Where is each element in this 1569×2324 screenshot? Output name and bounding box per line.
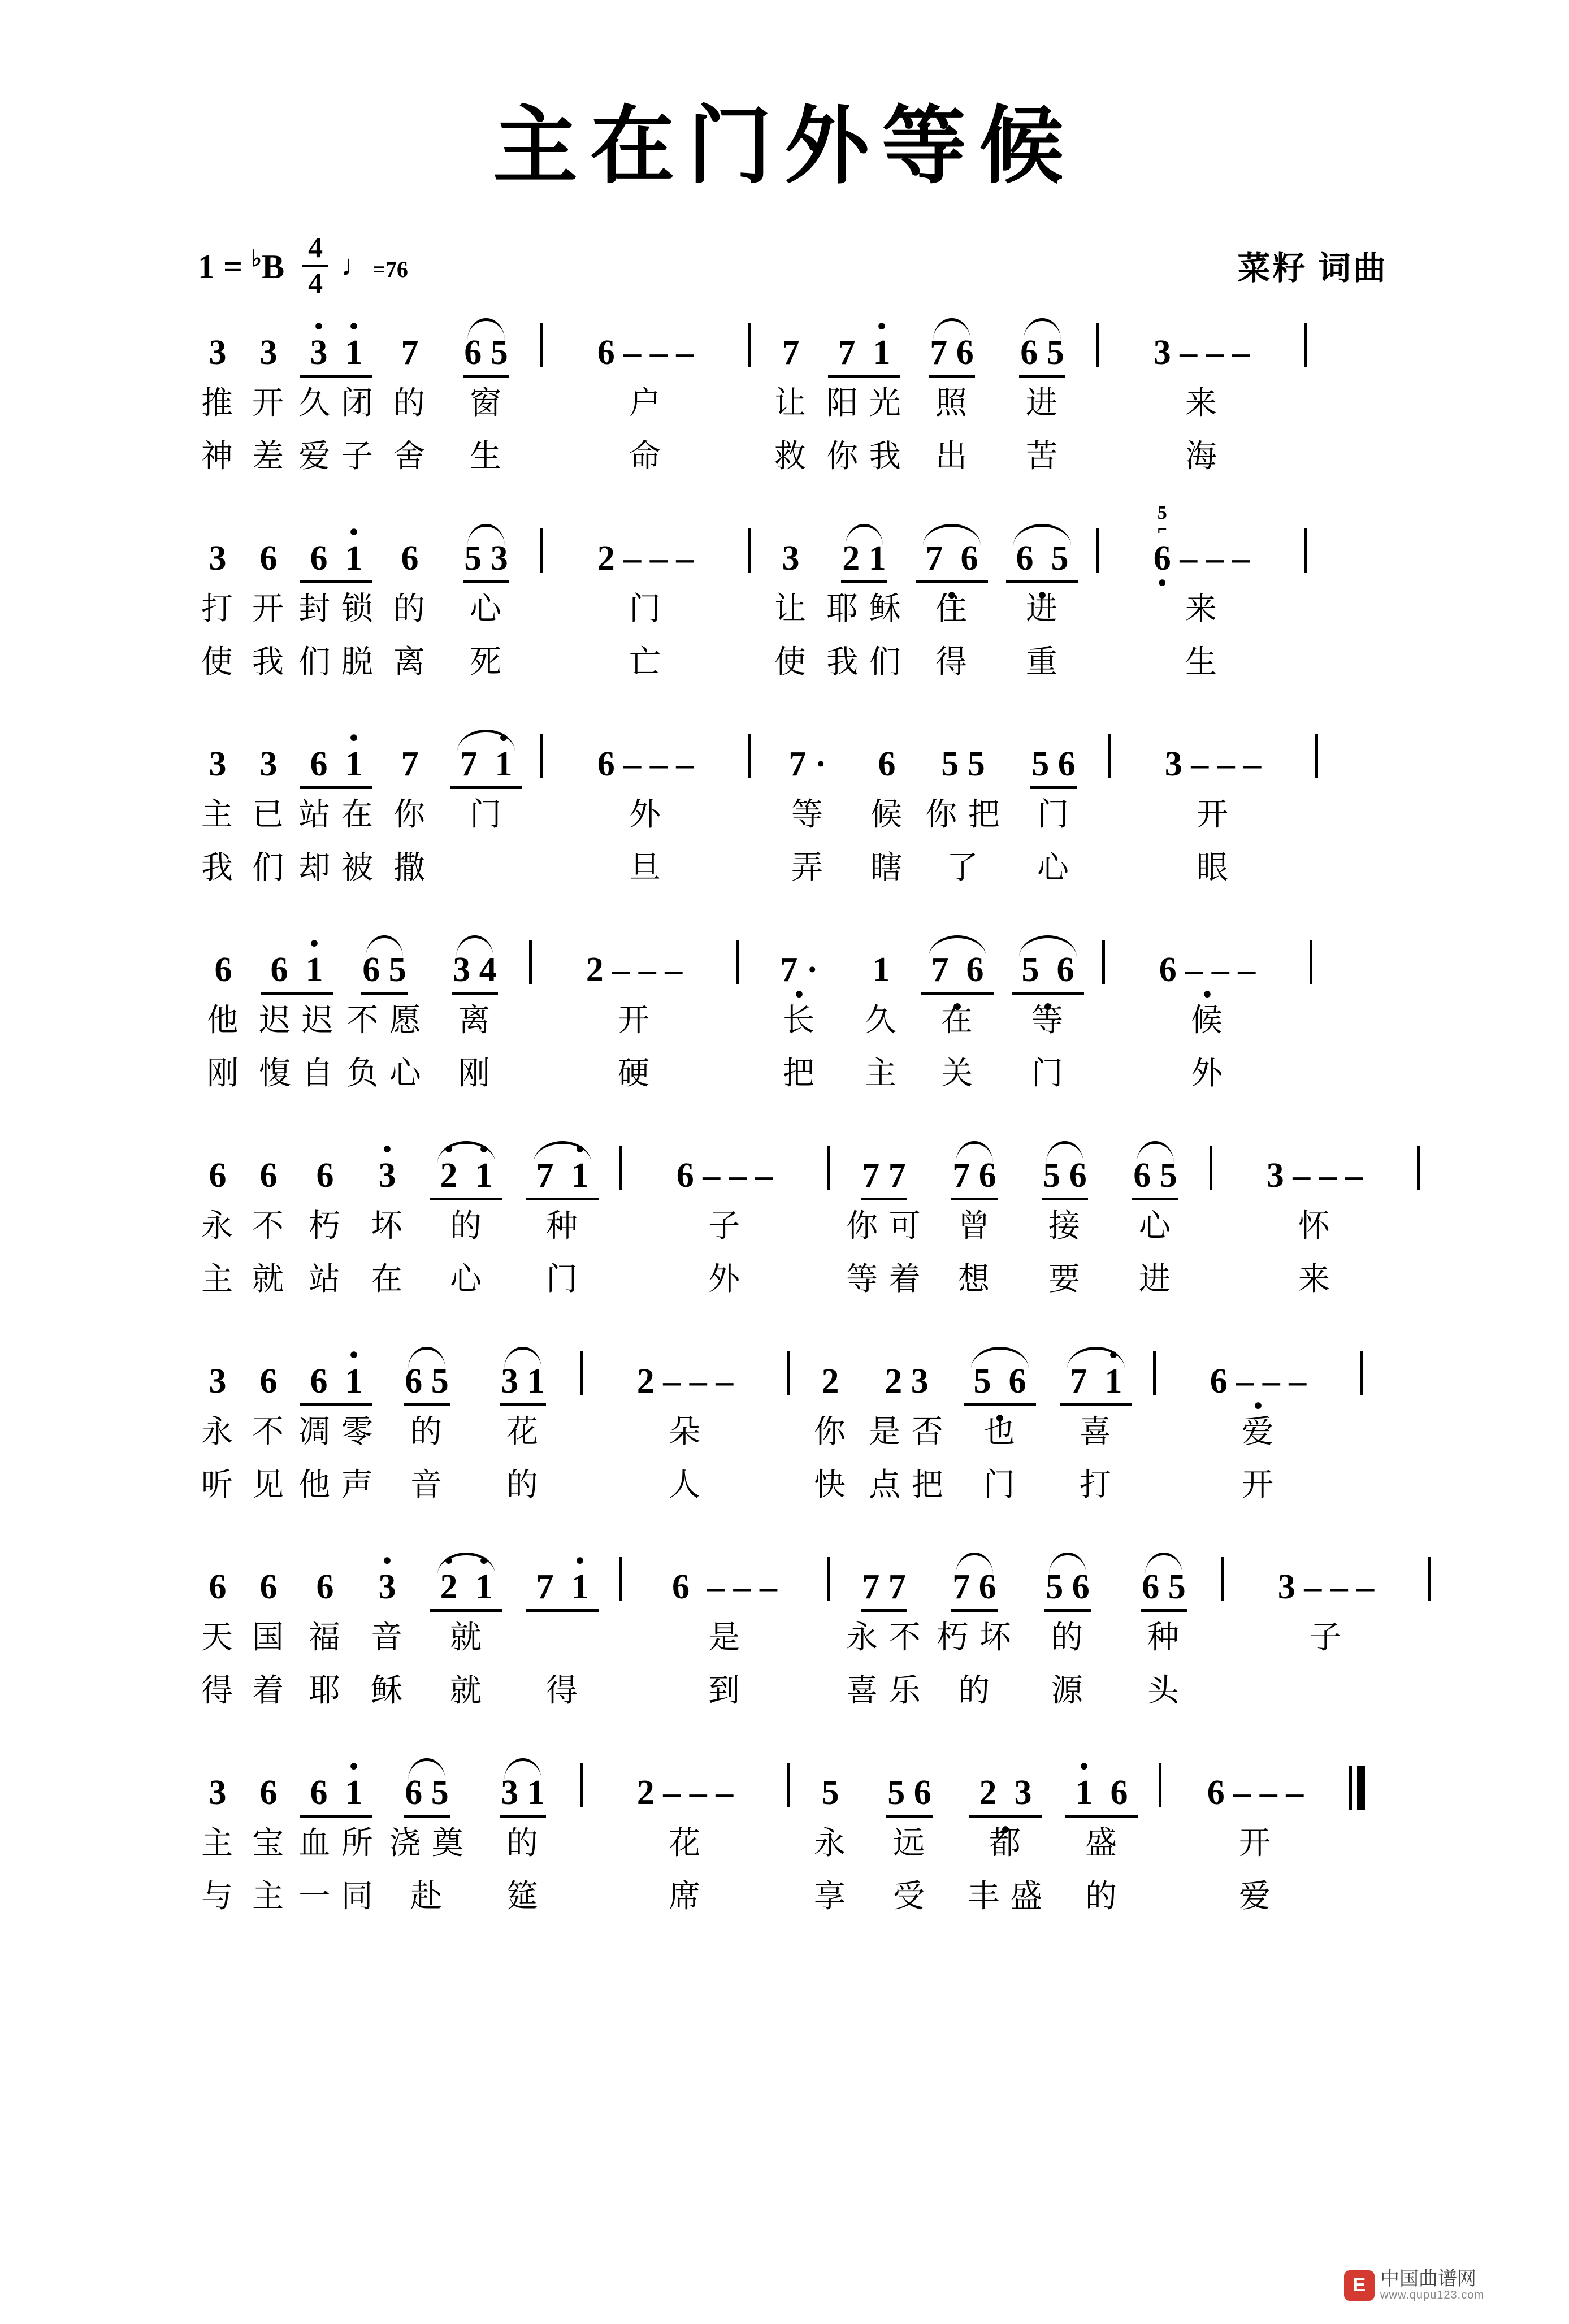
composer-credit: 菜籽 词曲 [1237,250,1388,287]
notation-row: 3 6 6 · 1 6 5 3 1 2 – – – 2 2 3 5 · 6 · 7 · 1 6 · – – – [107,1336,1462,1399]
key-and-tempo [198,232,408,300]
lyrics-verse-2: 听 见 他 声 音 的 人 快 点 把 门 打 开 [201,1467,1275,1502]
lyrics-verse-2: 刚 愎 自 负 心 刚 硬 把 主 关 门 外 [207,1055,1224,1091]
system-2 [107,502,1462,682]
lyrics-verse-2: 神 差 爱 子 舍 生 命 救 你 我 出 苦 海 [201,438,1218,474]
final-barline [1349,1766,1365,1810]
score-page [0,100,1569,2324]
system-8 [107,1737,1462,1917]
page-title: 主在门外等候 [492,100,1076,194]
ornament-5: 5 ⌐ [1157,502,1167,539]
system-3 [107,708,1462,888]
lyrics-verse-2: 我 们 却 被 撒 旦 弄 瞎 了 心 眼 [201,849,1229,885]
notation-row: 3 3 · 3 · 1 7 6 5 6 – – – 7 7 · 1 7 6 6 5 3 – – – [107,307,1462,370]
time-signature: 4 4 [302,235,328,297]
logo-text-group [1380,2269,1484,2301]
lyrics-verse-2: 得 着 耶 稣 就 得 到 喜 乐 的 源 头 [201,1672,1180,1708]
site-watermark [1344,2269,1484,2301]
system-5 [107,1120,1462,1299]
logo-text: 中国曲谱网 [1380,2268,1477,2290]
lyrics-verse-1: 推 开 久 闭 的 窗 户 让 阳 光 照 进 来 [201,385,1218,420]
system-4 [107,914,1462,1094]
lyrics-verse-2: 使 我 们 脱 离 死 亡 使 我 们 得 重 生 [201,644,1218,679]
notation-row: 6 6 6 · 3 · 2 · 1 7 · 1 6 – – – 7 7 7 6 5 6 6 5 3 – – – [107,1130,1462,1193]
notation-row: 6 6 6 · 3 · 2 · 1 7 · 1 6 – – – 7 7 7 6 5 6 6 5 3 – – – [107,1541,1462,1605]
system-1 [107,297,1462,476]
notation-row: 3 6 6 · 1 6 5 3 2 – – – 3 2 1 7 · 6 · 6 · 5 · 5 ⌐ 6 · – – – [107,513,1462,576]
notation-row: 3 3 6 · 1 7 7 · 1 6 – – – 7 · 6 5 5 5 6 3 – – – [107,718,1462,782]
notation-row: 3 6 6 · 1 6 5 3 1 2 – – – 5 5 6 2 · 3 · · 1 6 6 – – – [107,1747,1462,1810]
logo-badge: E [1344,2270,1375,2301]
lyrics-verse-1: 主 宝 血 所 浇 奠 的 花 永 远 都 盛 开 [201,1825,1272,1861]
notation-row: 6 6 · 1 6 5 3 4 2 – – – 7 · · 1 7 · 6 · 5 · 6 · 6 · – – – [107,924,1462,987]
lyrics-verse-2: 与 主 一 同 赴 筵 席 享 受 丰 盛 的 爱 [201,1878,1272,1914]
lyrics-verse-2: 主 就 站 在 心 门 外 等 着 想 要 进 来 [201,1261,1331,1297]
logo-url: www.qupu123.com [1380,2289,1484,2301]
lyrics-verse-1: 天 国 福 音 就 是 永 不 朽 坏 的 种 子 [201,1619,1342,1655]
lyrics-verse-1: 他 迟 迟 不 愿 离 开 长 久 在 等 候 [207,1002,1224,1038]
lyrics-verse-1: 永 不 凋 零 的 花 朵 你 是 否 也 喜 爱 [201,1414,1275,1449]
key-signature: 1 = ♭B [198,245,285,285]
system-6 [107,1325,1462,1505]
score-header [85,229,1484,300]
tempo-marking: ♩ =76 [341,249,408,282]
system-7 [107,1531,1462,1711]
lyrics-verse-1: 主 已 站 在 你 门 外 等 候 你 把 门 开 [201,796,1229,832]
lyrics-verse-1: 打 开 封 锁 的 心 门 让 耶 稣 住 进 来 [201,591,1218,626]
lyrics-verse-1: 永 不 朽 坏 的 种 子 你 可 曾 接 心 怀 [201,1208,1331,1243]
